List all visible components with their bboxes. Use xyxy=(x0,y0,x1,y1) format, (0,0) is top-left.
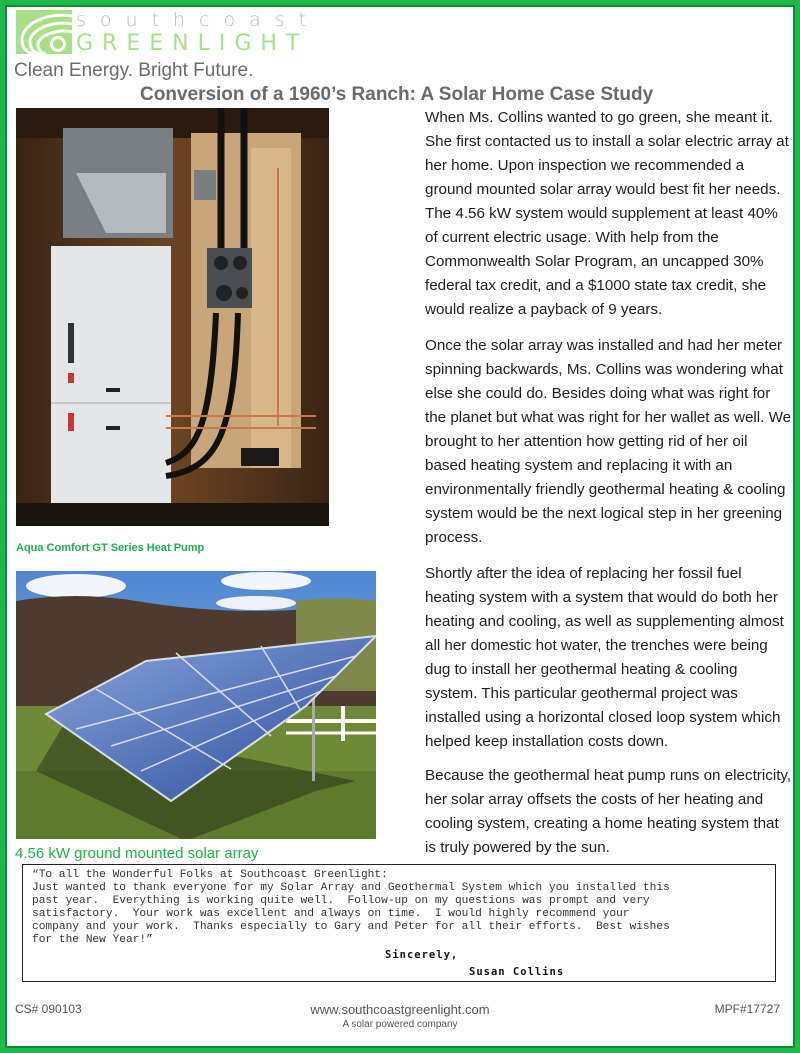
testimonial-line: for the New Year!” xyxy=(32,934,153,946)
paragraph-geothermal xyxy=(425,562,793,754)
testimonial-box xyxy=(22,864,776,982)
paragraph-text: Because the geothermal heat pump runs on electricity, her solar array offsets the costs of her heating and cooling system, creating a home heating system that is truly powered by the sun. xyxy=(425,767,792,856)
brand-logo xyxy=(16,9,321,58)
heat-pump-photo xyxy=(16,108,329,526)
testimonial-line: satisfactory. Your work was excellent and always on time. I would highly recommend your xyxy=(32,908,630,920)
company-slogan: A solar powered company xyxy=(342,1019,458,1030)
tagline: Clean Energy. Bright Future. xyxy=(14,60,254,81)
paragraph-text: Once the solar array was installed and had her meter spinning backwards, Ms. Collins was wondering what else she could do. Besides doing what was right for the planet but what was right for her wallet as well. We brought to her attention how getting rid of her oil based heating system and replacing it with an environmentally friendly geothermal heating & cooling system would be the next logical step in her greening process. xyxy=(425,337,792,546)
heat-pump-caption: Aqua Comfort GT Series Heat Pump xyxy=(16,542,205,554)
testimonial-line: company and your work. Thanks especially to Gary and Peter for all their efforts. Best wishes xyxy=(32,921,670,933)
testimonial-signature: Susan Collins xyxy=(469,966,565,978)
solar-array-caption: 4.56 kW ground mounted solar array xyxy=(15,845,259,862)
paragraph-conclusion xyxy=(425,764,793,860)
license-number: MPF#17727 xyxy=(714,1002,780,1016)
paragraph-text: When Ms. Collins wanted to go green, she meant it. She first contacted us to install a solar electric array at her home. Upon inspection we recommended a ground mounted solar array would best fit her needs. The 4.56 kW system would supplement at least 40% of current electric usage. With help from the Commonwealth Solar Program, an uncapped 30% federal tax credit, and a $1000 state tax credit, she would realize a payback of 9 years. xyxy=(425,109,789,318)
case-study-number: CS# 090103 xyxy=(15,1002,82,1016)
paragraph-text: Shortly after the idea of replacing her fossil fuel heating system with a system that would do both her heating and cooling, as well as supplementing almost all her domestic hot water, the trenches were being dug to install her geothermal heating & cooling system. This particular geothermal project was installed using a horizontal closed loop system which helped keep installation costs down. xyxy=(425,565,784,750)
paragraph-heating xyxy=(425,334,793,550)
website-link[interactable]: www.southcoastgreenlight.com xyxy=(310,1002,490,1017)
testimonial-closing: Sincerely, xyxy=(385,949,459,961)
solar-array-photo xyxy=(16,571,376,839)
brand-name-line1: southcoast xyxy=(76,9,321,31)
paragraph-intro xyxy=(425,106,793,322)
page-title: Conversion of a 1960’s Ranch: A Solar Home Case Study xyxy=(140,84,654,105)
greenlight-swirl-icon xyxy=(16,10,74,56)
testimonial-line: past year. Everything is working quite well. Follow-up on my questions was prompt and very xyxy=(32,895,650,907)
brand-name-line2: GREENLIGHT xyxy=(76,31,309,56)
testimonial-line: “To all the Wonderful Folks at Southcoast Greenlight: xyxy=(32,869,388,881)
testimonial-line: Just wanted to thank everyone for my Solar Array and Geothermal System which you installed this xyxy=(32,882,670,894)
